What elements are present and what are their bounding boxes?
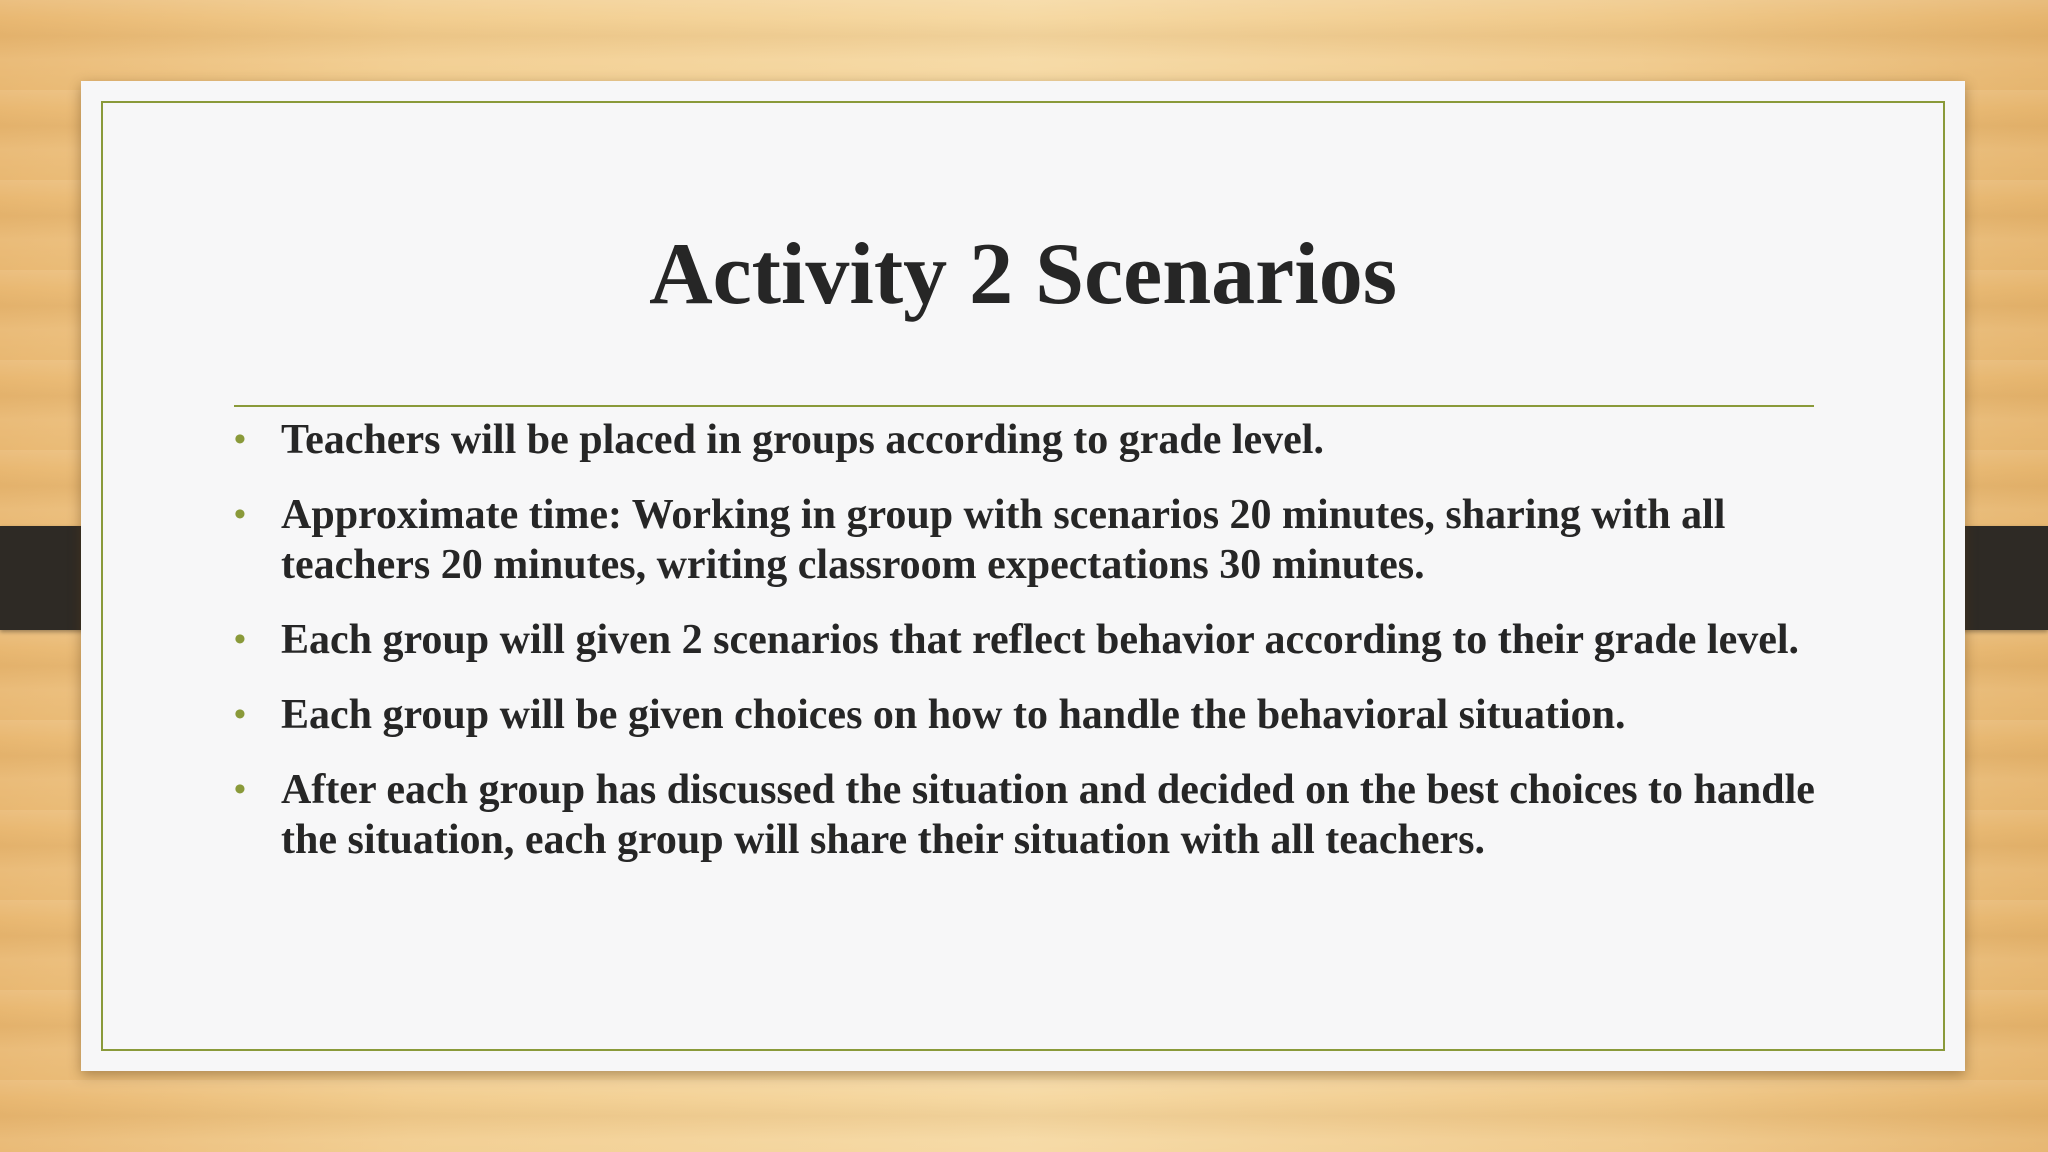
bullet-icon: • <box>234 696 246 733</box>
bullet-item <box>234 765 1854 865</box>
title-divider <box>234 405 1814 407</box>
bullet-list <box>234 415 1854 890</box>
bullet-text: After each group has discussed the situation and decided on the best choices to handle the situation, each group will share their situation with all teachers. <box>281 767 1815 863</box>
slide <box>81 81 1965 1071</box>
bullet-icon: • <box>234 771 246 808</box>
bullet-item <box>234 690 1854 740</box>
bullet-text: Each group will given 2 scenarios that reflect behavior according to their grade level. <box>281 617 1800 663</box>
bullet-item <box>234 615 1854 665</box>
bullet-text: Each group will be given choices on how to handle the behavioral situation. <box>281 692 1626 738</box>
bullet-item <box>234 415 1854 465</box>
bullet-icon: • <box>234 621 246 658</box>
bullet-item <box>234 490 1854 590</box>
bullet-icon: • <box>234 421 246 458</box>
slide-title: Activity 2 Scenarios <box>649 226 1397 323</box>
bullet-text: Teachers will be placed in groups according to grade level. <box>281 417 1324 463</box>
bullet-text: Approximate time: Working in group with scenarios 20 minutes, sharing with all teachers 20 minutes, writing classroom expectations 30 minutes. <box>281 492 1726 588</box>
bullet-icon: • <box>234 496 246 533</box>
